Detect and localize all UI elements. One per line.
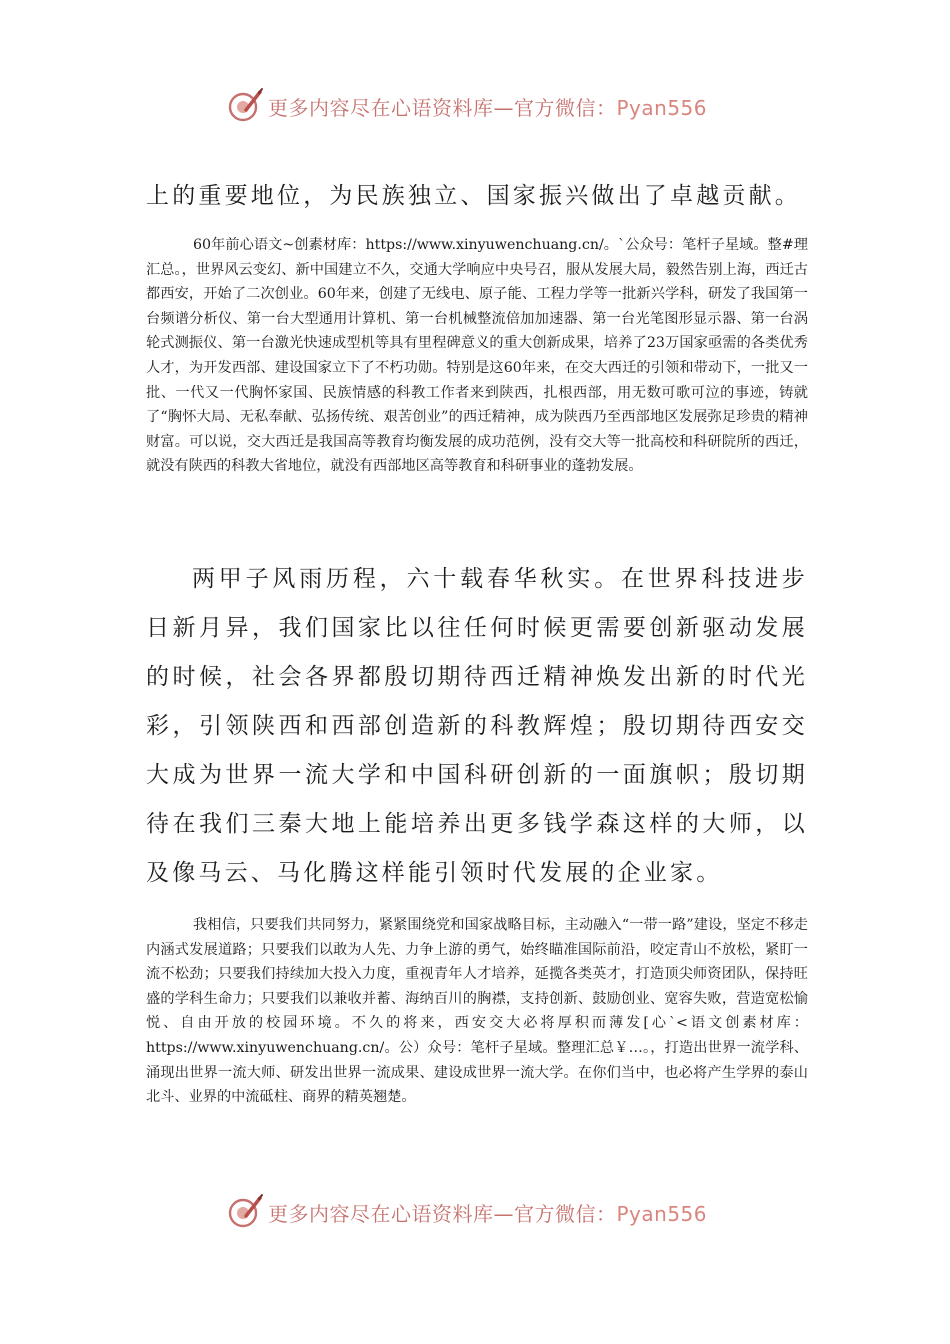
paragraph-two-jiazi: 两甲子风雨历程，六十载春华秋实。在世界科技进步日新月异，我们国家比以往任何时候更需要创新驱动发展的时候，社会各界都殷切期待西迁精神焕发出新的时代光彩，引领陕西和西部创造新的科教辉煌；殷切期待西安交大成为世界一流大学和中国科研创新的一面旗帜；殷切期待在我们三秦大地上能培养出更多钱学森这样的大师，以及像马云、马化腾这样能引领时代发展的企业家。 [146, 566, 808, 886]
footer-banner-text: 更多内容尽在心语资料库—官方微信： [268, 1201, 617, 1226]
pen-logo-icon [226, 1193, 264, 1231]
header-banner [226, 86, 707, 126]
header-wechat-id: Pyan556 [616, 95, 708, 120]
pen-logo-icon [226, 87, 264, 125]
footer-banner [226, 1192, 707, 1232]
header-banner-text: 更多内容尽在心语资料库—官方微信： [268, 95, 617, 120]
footer-wechat-id: Pyan556 [616, 1201, 708, 1226]
paragraph-sixty-years: 60年前心语文~创素材库：https://www.xinyuwenchuang.cn/。`公众号：笔杆子星域。整#理汇总。，世界风云变幻、新中国建立不久，交通大学响应中央号召，服从发展大局，毅然告别上海，西迁古都西安，开始了二次创业。60年来，创建了无线电、原子能、工程力学等一批新兴学科，研发了我国第一台频谱分析仪、第一台大型通用计算机、第一台机械整流倍加加速器、第一台光笔图形显示器、第一台涡轮式测振仪、第一台激光快速成型机等具有里程碑意义的重大创新成果，培养了23万国家亟需的各类优秀人才，为开发西部、建设国家立下了不朽功勋。特别是这60年来，在交大西迁的引领和带动下，一批又一批、一代又一代胸怀家国、民族情感的科教工作者来到陕西，扎根西部，用无数可歌可泣的事迹，铸就了“胸怀大局、无私奉献、弘扬传统、艰苦创业”的西迁精神，成为陕西乃至西部地区发展弥足珍贵的精神财富。可以说，交大西迁是我国高等教育均衡发展的成功范例，没有交大等一批高校和科研院所的西迁，就没有陕西的科教大省地位，就没有西部地区高等教育和科研事业的蓬勃发展。 [146, 237, 808, 475]
paragraph-contribution: 上的重要地位，为民族独立、国家振兴做出了卓越贡献。 [146, 183, 801, 209]
paragraph-i-believe: 我相信，只要我们共同努力，紧紧围绕党和国家战略目标，主动融入“一带一路”建设，坚定不移走内涵式发展道路；只要我们以敢为人先、力争上游的勇气，始终瞄准国际前沿，咬定青山不放松，紧盯一流不松劲；只要我们持续加大投入力度，重视青年人才培养，延揽各类英才，打造顶尖师资团队，保持旺盛的学科生命力；只要我们以兼收并蓄、海纳百川的胸襟，支持创新、鼓励创业、宽容失败，营造宽松愉悦、自由开放的校园环境。不久的将来，西安交大必将厚积而薄发[心`<语文创素材库：https://www.xinyuwenchuang.cn/。公）众号：笔杆子星域。整理汇总￥…。，打造出世界一流学科、涌现出世界一流大师、研发出世界一流成果、建设成世界一流大学。在你们当中，也必将产生学界的泰山北斗、业界的中流砥柱、商界的精英翘楚。 [146, 917, 808, 1106]
